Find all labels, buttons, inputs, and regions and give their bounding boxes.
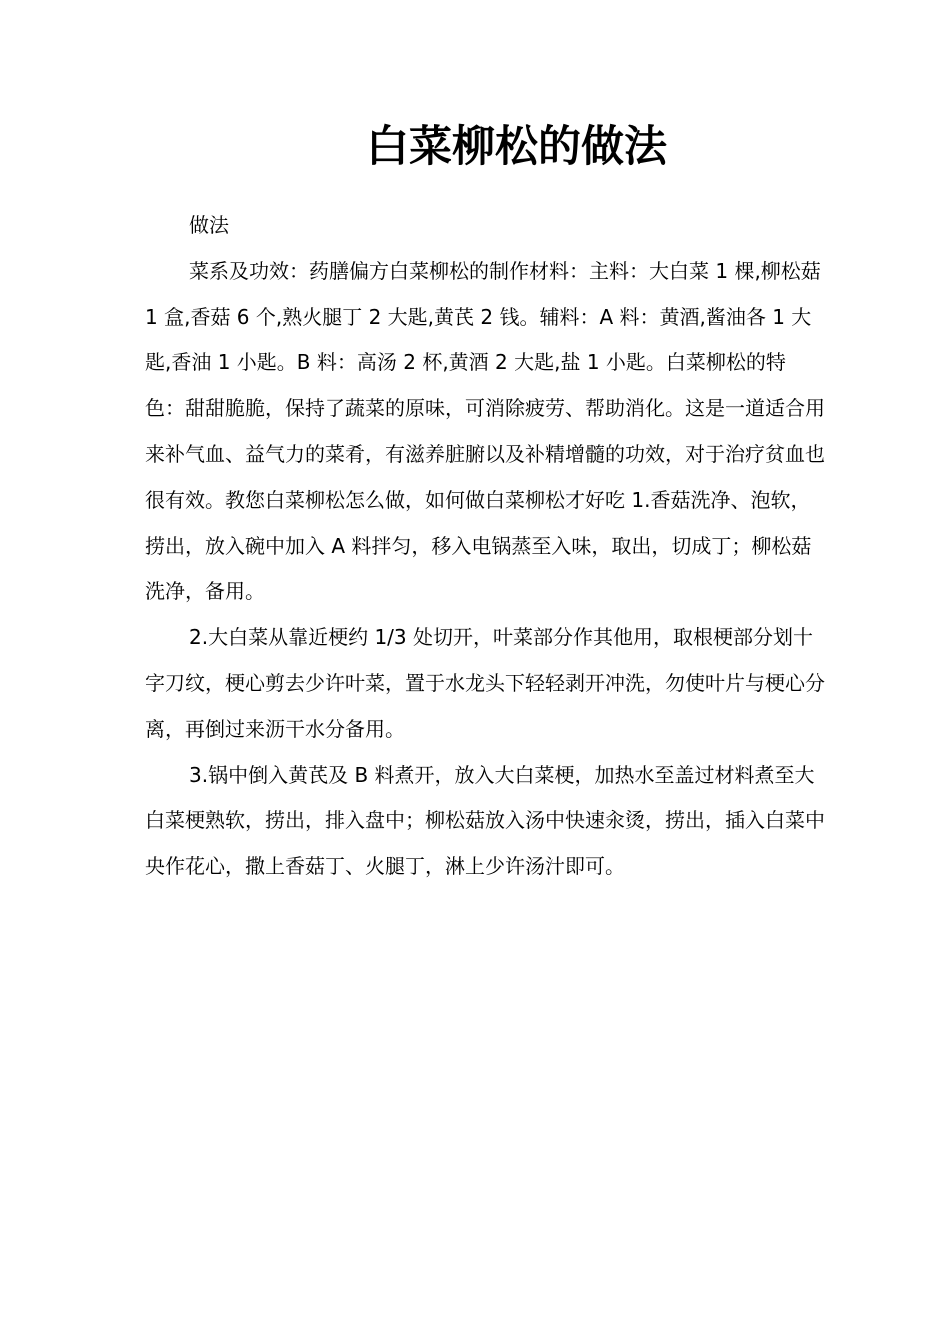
document-body: [145, 203, 825, 890]
paragraph-step-3: 3.锅中倒入黄芪及 B 料煮开，放入大白菜梗，加热水至盖过材料煮至大白菜梗熟软，捞出，排入盘中；柳松菇放入汤中快速汆烫，捞出，插入白菜中央作花心，撒上香菇丁、火腿丁，淋上少许汤汁即可。: [145, 762, 825, 879]
paragraph-ingredients-and-step-1: 菜系及功效：药膳偏方白菜柳松的制作材料：主料：大白菜 1 棵,柳松菇 1 盒,香菇 6 个,熟火腿丁 2 大匙,黄芪 2 钱。辅料：A 料：黄酒,酱油各 1 大匙,香油 1 小匙。B 料：高汤 2 杯,黄酒 2 大匙,盐 1 小匙。白菜柳松的特色：甜甜脆脆，保持了蔬菜的原味，可消除疲劳、帮助消化。这是一道适合用来补气血、益气力的菜肴，有滋养脏腑以及补精增髓的功效，对于治疗贫血也很有效。教您白菜柳松怎么做，如何做白菜柳松才好吃 1.香菇洗净、泡软，捞出，放入碗中加入 A 料拌匀，移入电锅蒸至入味，取出，切成丁；柳松菇洗净，备用。: [145, 258, 825, 604]
paragraph-method-heading: 做法: [189, 213, 229, 237]
document-title: 白菜柳松的做法: [366, 122, 667, 172]
paragraph-step-2: 2.大白菜从靠近梗约 1/3 处切开，叶菜部分作其他用，取根梗部分划十字刀纹，梗心剪去少许叶菜，置于水龙头下轻轻剥开冲洗，勿使叶片与梗心分离，再倒过来沥干水分备用。: [145, 625, 825, 741]
